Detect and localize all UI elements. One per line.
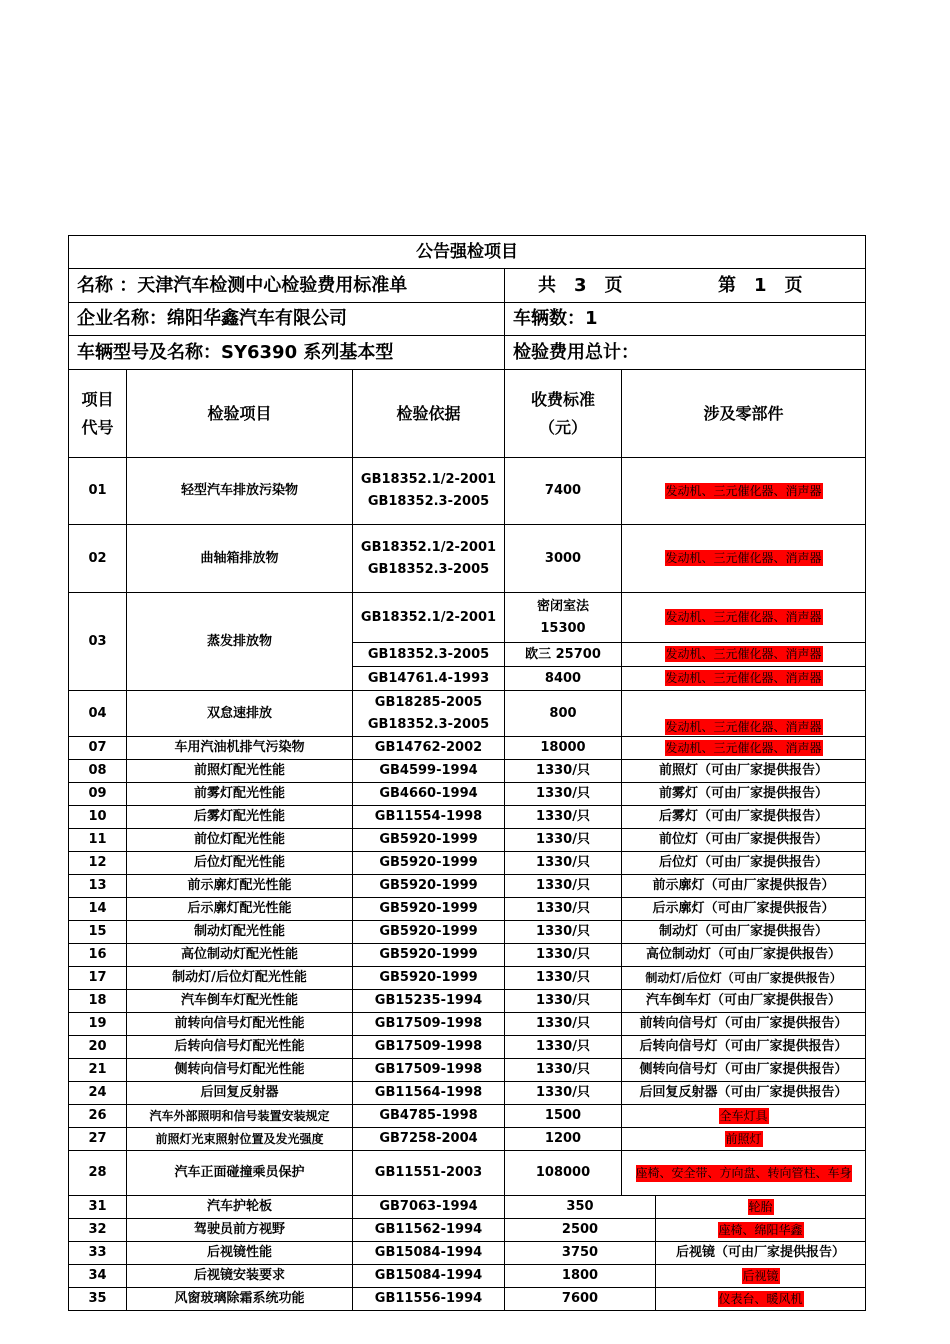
item-code-cell: 07: [69, 737, 127, 760]
table-row: [69, 691, 866, 737]
standard-basis-cell: GB17509-1998: [353, 1059, 505, 1082]
fee-value-cell: 1200: [505, 1128, 622, 1151]
item-code-cell: 11: [69, 829, 127, 852]
item-name-cell: 后回复反射器: [127, 1082, 353, 1105]
item-code-cell: 17: [69, 967, 127, 990]
standard-basis-cell: GB5920-1999: [353, 898, 505, 921]
table-row: [69, 1105, 866, 1128]
standard-basis-cell: GB5920-1999: [353, 852, 505, 875]
table-row: [69, 1196, 866, 1219]
item-code-cell: 19: [69, 1013, 127, 1036]
parts-list-cell: 座椅、安全带、方向盘、转向管柱、车身: [635, 1165, 852, 1180]
parts-list-cell: 发动机、三元催化器、消声器: [665, 647, 822, 661]
item-code-cell: 21: [69, 1059, 127, 1082]
vehicle-model: 车辆型号及名称：SY6390 系列基本型: [69, 336, 505, 370]
item-code-cell: 08: [69, 760, 127, 783]
parts-cell: [622, 525, 866, 593]
fee-value-cell: 1330/只: [505, 898, 622, 921]
table-row: [69, 1151, 866, 1196]
parts-list-cell: 前雾灯（可由厂家提供报告）: [622, 783, 866, 806]
standard-basis-cell: GB18352.1/2-2001 GB18352.3-2005: [353, 525, 505, 593]
parts-list-cell: 仪表台、暖风机: [718, 1291, 803, 1306]
item-code-cell: 09: [69, 783, 127, 806]
standard-basis-cell: GB11554-1998: [353, 806, 505, 829]
fee-value-cell: 1330/只: [505, 852, 622, 875]
item-name-cell: 风窗玻璃除霜系统功能: [127, 1288, 353, 1311]
standard-basis-cell: GB4599-1994: [353, 760, 505, 783]
parts-list-cell: 全车灯具: [719, 1108, 768, 1123]
item-code-cell: 34: [69, 1265, 127, 1288]
parts-list-cell: 后位灯（可由厂家提供报告）: [622, 852, 866, 875]
table-row: [69, 737, 866, 760]
vehicle-count: 车辆数：1: [505, 303, 866, 336]
table-row: [69, 1265, 866, 1288]
parts-cell: [622, 643, 866, 667]
parts-list-cell: 侧转向信号灯（可由厂家提供报告）: [622, 1059, 866, 1082]
standard-basis-cell: GB11564-1998: [353, 1082, 505, 1105]
parts-cell: [622, 691, 866, 737]
item-name-cell: 制动灯配光性能: [127, 921, 353, 944]
standard-basis-cell: GB4785-1998: [353, 1105, 505, 1128]
parts-cell: [622, 1151, 866, 1196]
item-name-cell: 前照灯光束照射位置及发光强度: [127, 1128, 353, 1151]
parts-list-cell: 发动机、三元催化器、消声器: [665, 551, 822, 565]
fee-value-cell: 1330/只: [505, 760, 622, 783]
item-name-cell: 后示廓灯配光性能: [127, 898, 353, 921]
fee-value-cell: 密闭室法 15300: [505, 593, 622, 643]
parts-list-cell: 汽车倒车灯（可由厂家提供报告）: [622, 990, 866, 1013]
item-name-cell: 汽车倒车灯配光性能: [127, 990, 353, 1013]
fee-value-cell: 1330/只: [505, 944, 622, 967]
item-name-cell: 前位灯配光性能: [127, 829, 353, 852]
parts-list-cell: 前照灯（可由厂家提供报告）: [622, 760, 866, 783]
fee-value-cell: 欧三 25700: [505, 643, 622, 667]
table-row: [69, 967, 866, 990]
item-name-cell: 后视镜性能: [127, 1242, 353, 1265]
item-code-cell: 12: [69, 852, 127, 875]
parts-list-cell: 后转向信号灯（可由厂家提供报告）: [622, 1036, 866, 1059]
parts-list-cell: 后视镜（可由厂家提供报告）: [656, 1242, 866, 1265]
fee-value-cell: 1330/只: [505, 921, 622, 944]
item-code-cell: 33: [69, 1242, 127, 1265]
table-row: [69, 852, 866, 875]
item-code-cell: 10: [69, 806, 127, 829]
parts-cell: [622, 458, 866, 525]
standard-basis-cell: GB5920-1999: [353, 944, 505, 967]
parts-cell: [622, 737, 866, 760]
fee-value-cell: 1330/只: [505, 1059, 622, 1082]
parts-list-cell: 制动灯（可由厂家提供报告）: [622, 921, 866, 944]
standard-basis-cell: GB17509-1998: [353, 1036, 505, 1059]
item-name-cell: 汽车外部照明和信号装置安装规定: [127, 1105, 353, 1128]
fee-total: 检验费用总计：: [505, 336, 866, 370]
fee-value-cell: 1330/只: [505, 967, 622, 990]
item-name-cell: 前转向信号灯配光性能: [127, 1013, 353, 1036]
table-row: [69, 525, 866, 593]
parts-list-cell: 发动机、三元催化器、消声器: [665, 671, 822, 685]
standard-basis-cell: GB5920-1999: [353, 829, 505, 852]
parts-list-cell: 后雾灯（可由厂家提供报告）: [622, 806, 866, 829]
standard-basis-cell: GB7258-2004: [353, 1128, 505, 1151]
standard-basis-cell: GB15235-1994: [353, 990, 505, 1013]
parts-list-cell: 高位制动灯（可由厂家提供报告）: [622, 944, 866, 967]
company-name: 企业名称：绵阳华鑫汽车有限公司: [69, 303, 505, 336]
item-code-cell: 04: [69, 691, 127, 737]
table-row: [69, 990, 866, 1013]
table-row: [69, 1013, 866, 1036]
item-code-cell: 20: [69, 1036, 127, 1059]
standard-basis-cell: GB5920-1999: [353, 921, 505, 944]
fee-value-cell: 1330/只: [505, 806, 622, 829]
parts-list-cell: 前转向信号灯（可由厂家提供报告）: [622, 1013, 866, 1036]
parts-list-cell: 发动机、三元催化器、消声器: [665, 720, 822, 734]
item-code-cell: 14: [69, 898, 127, 921]
parts-cell: [656, 1265, 866, 1288]
col-item-header: 检验项目: [127, 370, 353, 458]
parts-list-cell: 前照灯: [725, 1131, 762, 1146]
table-row: [69, 458, 866, 525]
standard-basis-cell: GB5920-1999: [353, 875, 505, 898]
item-code-cell: 28: [69, 1151, 127, 1196]
table-row: [69, 1242, 866, 1265]
standard-basis-cell: GB18352.3-2005: [353, 643, 505, 667]
item-name-cell: 后雾灯配光性能: [127, 806, 353, 829]
item-code-cell: 26: [69, 1105, 127, 1128]
parts-list-cell: 轮胎: [748, 1199, 773, 1214]
standard-basis-cell: GB11556-1994: [353, 1288, 505, 1311]
standard-basis-cell: GB4660-1994: [353, 783, 505, 806]
standard-basis-cell: GB18285-2005 GB18352.3-2005: [353, 691, 505, 737]
table-row: [69, 921, 866, 944]
fee-value-cell: 1330/只: [505, 875, 622, 898]
parts-list-cell: 发动机、三元催化器、消声器: [665, 610, 822, 624]
inspection-fee-table: [68, 235, 866, 1311]
table-row: [69, 593, 866, 643]
table-row: [69, 829, 866, 852]
item-code-cell: 18: [69, 990, 127, 1013]
parts-cell: [622, 667, 866, 691]
parts-list-cell: 发动机、三元催化器、消声器: [665, 483, 822, 498]
table-title: 公告强检项目: [69, 236, 866, 269]
item-code-cell: 13: [69, 875, 127, 898]
fee-value-cell: 7400: [505, 458, 622, 525]
item-code-cell: 03: [69, 593, 127, 691]
item-code-cell: 02: [69, 525, 127, 593]
item-code-cell: 01: [69, 458, 127, 525]
item-name-cell: 前照灯配光性能: [127, 760, 353, 783]
parts-list-cell: 制动灯/后位灯（可由厂家提供报告）: [622, 967, 866, 990]
table-row: [69, 1036, 866, 1059]
table-row: [69, 1219, 866, 1242]
item-name-cell: 轻型汽车排放污染物: [127, 458, 353, 525]
parts-list-cell: 发动机、三元催化器、消声器: [665, 740, 822, 755]
page-current: 第 1 页: [656, 269, 866, 303]
table-row: [69, 783, 866, 806]
fee-value-cell: 3000: [505, 525, 622, 593]
item-name-cell: 侧转向信号灯配光性能: [127, 1059, 353, 1082]
item-code-cell: 32: [69, 1219, 127, 1242]
item-name-cell: 曲轴箱排放物: [127, 525, 353, 593]
standard-basis-cell: GB11562-1994: [353, 1219, 505, 1242]
item-name-cell: 蒸发排放物: [127, 593, 353, 691]
item-name-cell: 汽车护轮板: [127, 1196, 353, 1219]
parts-cell: [622, 1105, 866, 1128]
fee-value-cell: 7600: [505, 1288, 656, 1311]
standard-name: 名称 ：天津汽车检测中心检验费用标准单: [69, 269, 505, 303]
item-name-cell: 车用汽油机排气污染物: [127, 737, 353, 760]
fee-value-cell: 18000: [505, 737, 622, 760]
fee-value-cell: 1330/只: [505, 1082, 622, 1105]
standard-basis-cell: GB14761.4-1993: [353, 667, 505, 691]
standard-basis-cell: GB17509-1998: [353, 1013, 505, 1036]
col-code-header: 项目代号: [69, 370, 127, 458]
fee-value-cell: 1800: [505, 1265, 656, 1288]
standard-basis-cell: GB11551-2003: [353, 1151, 505, 1196]
fee-value-cell: 1330/只: [505, 1013, 622, 1036]
item-code-cell: 15: [69, 921, 127, 944]
col-parts-header: 涉及零部件: [622, 370, 866, 458]
parts-list-cell: 后视镜: [742, 1268, 779, 1283]
table-row: [69, 1059, 866, 1082]
standard-basis-cell: GB5920-1999: [353, 967, 505, 990]
item-code-cell: 35: [69, 1288, 127, 1311]
parts-cell: [622, 593, 866, 643]
table-row: [69, 1288, 866, 1311]
parts-list-cell: 后示廓灯（可由厂家提供报告）: [622, 898, 866, 921]
fee-value-cell: 1500: [505, 1105, 622, 1128]
item-name-cell: 双怠速排放: [127, 691, 353, 737]
fee-value-cell: 1330/只: [505, 990, 622, 1013]
standard-basis-cell: GB18352.1/2-2001 GB18352.3-2005: [353, 458, 505, 525]
col-basis-header: 检验依据: [353, 370, 505, 458]
parts-cell: [622, 1128, 866, 1151]
item-code-cell: 27: [69, 1128, 127, 1151]
item-name-cell: 前雾灯配光性能: [127, 783, 353, 806]
fee-value-cell: 350: [505, 1196, 656, 1219]
fee-value-cell: 3750: [505, 1242, 656, 1265]
parts-list-cell: 后回复反射器（可由厂家提供报告）: [622, 1082, 866, 1105]
standard-basis-cell: GB14762-2002: [353, 737, 505, 760]
table-row: [69, 806, 866, 829]
fee-value-cell: 108000: [505, 1151, 622, 1196]
parts-list-cell: 前示廓灯（可由厂家提供报告）: [622, 875, 866, 898]
fee-value-cell: 8400: [505, 667, 622, 691]
item-name-cell: 后位灯配光性能: [127, 852, 353, 875]
fee-value-cell: 1330/只: [505, 1036, 622, 1059]
item-name-cell: 后转向信号灯配光性能: [127, 1036, 353, 1059]
table-row: [69, 898, 866, 921]
col-fee-header: 收费标准 （元）: [505, 370, 622, 458]
table-row: [69, 1128, 866, 1151]
fee-value-cell: 800: [505, 691, 622, 737]
parts-cell: [656, 1288, 866, 1311]
table-row: [69, 1082, 866, 1105]
fee-value-cell: 1330/只: [505, 783, 622, 806]
standard-basis-cell: GB15084-1994: [353, 1265, 505, 1288]
parts-cell: [656, 1219, 866, 1242]
item-code-cell: 31: [69, 1196, 127, 1219]
page-total: 共 3 页: [505, 269, 656, 303]
item-code-cell: 16: [69, 944, 127, 967]
item-name-cell: 高位制动灯配光性能: [127, 944, 353, 967]
parts-list-cell: 座椅、绵阳华鑫: [718, 1222, 803, 1237]
standard-basis-cell: GB15084-1994: [353, 1242, 505, 1265]
item-code-cell: 24: [69, 1082, 127, 1105]
item-name-cell: 前示廓灯配光性能: [127, 875, 353, 898]
item-name-cell: 后视镜安装要求: [127, 1265, 353, 1288]
parts-list-cell: 前位灯（可由厂家提供报告）: [622, 829, 866, 852]
item-name-cell: 制动灯/后位灯配光性能: [127, 967, 353, 990]
item-name-cell: 驾驶员前方视野: [127, 1219, 353, 1242]
table-row: [69, 760, 866, 783]
table-row: [69, 875, 866, 898]
table-row: [69, 944, 866, 967]
parts-cell: [656, 1196, 866, 1219]
standard-basis-cell: GB7063-1994: [353, 1196, 505, 1219]
standard-basis-cell: GB18352.1/2-2001: [353, 593, 505, 643]
item-name-cell: 汽车正面碰撞乘员保护: [127, 1151, 353, 1196]
fee-value-cell: 2500: [505, 1219, 656, 1242]
fee-value-cell: 1330/只: [505, 829, 622, 852]
